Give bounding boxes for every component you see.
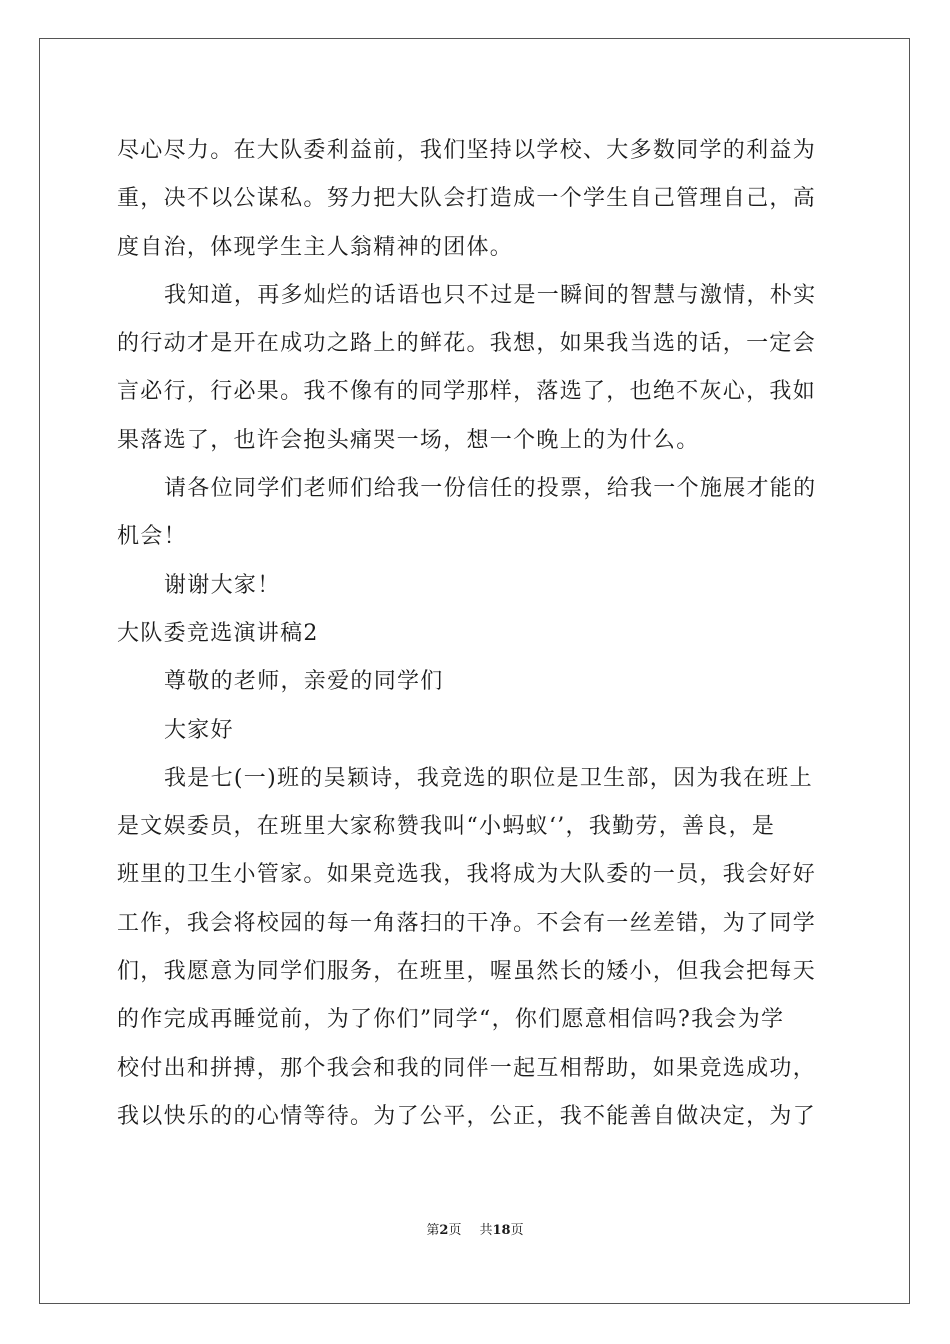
page-suffix: 页	[448, 1223, 462, 1238]
text-line-6: 言必行，行必果。我不像有的同学那样，落选了，也绝不灰心，我如	[117, 379, 817, 405]
total-suffix: 页	[510, 1223, 524, 1238]
text-line-14: 我是七(一)班的吴颖诗，我竞选的职位是卫生部，因为我在班上	[164, 765, 813, 791]
text-line-7: 果落选了，也许会抱头痛哭一场，想一个晚上的为什么。	[117, 427, 700, 453]
text-line-8: 请各位同学们老师们给我一份信任的投票，给我一个施展才能的	[164, 476, 817, 502]
text-line-4: 我知道，再多灿烂的话语也只不过是一瞬间的智慧与激情，朴实	[164, 282, 817, 308]
page-footer	[0, 1219, 950, 1238]
text-line-3: 度自治，体现学生主人翁精神的团体。	[117, 234, 514, 260]
text-line-5: 的行动才是开在成功之路上的鲜花。我想，如果我当选的话，一定会	[117, 331, 817, 357]
text-line-9: 机会！	[117, 524, 187, 550]
text-line-12: 尊敬的老师，亲爱的同学们	[164, 669, 444, 695]
text-line-16: 班里的卫生小管家。如果竞选我，我将成为大队委的一员，我会好好	[117, 862, 817, 888]
text-line-21: 我以快乐的的心情等待。为了公平，公正，我不能善自做决定，为了	[117, 1103, 817, 1129]
total-pages: 18	[492, 1223, 511, 1238]
text-line-10: 谢谢大家！	[164, 572, 281, 598]
document-body	[117, 127, 833, 1141]
page-prefix: 第	[426, 1223, 440, 1238]
total-prefix: 共	[479, 1223, 493, 1238]
page-number: 2	[439, 1223, 449, 1238]
text-line-15: 是文娱委员，在班里大家称赞我叫“小蚂蚁‘’，我勤劳，善良，是	[117, 814, 776, 840]
text-line-19: 的作完成再睡觉前，为了你们”同学“，你们愿意相信吗?我会为学	[117, 1007, 785, 1033]
text-line-13: 大家好	[164, 717, 234, 743]
text-line-18: 们，我愿意为同学们服务，在班里，喔虽然长的矮小，但我会把每天	[117, 959, 817, 985]
text-line-17: 工作，我会将校园的每一角落扫的干净。不会有一丝差错，为了同学	[117, 910, 817, 936]
text-line-20: 校付出和拼搏，那个我会和我的同伴一起互相帮助，如果竞选成功，	[117, 1055, 817, 1081]
text-line-1: 尽心尽力。在大队委利益前，我们坚持以学校、大多数同学的利益为	[117, 138, 817, 163]
text-line-2: 重，决不以公谋私。努力把大队会打造成一个学生自己管理自己，高	[117, 186, 817, 212]
section-heading: 大队委竞选演讲稿2	[117, 620, 319, 646]
